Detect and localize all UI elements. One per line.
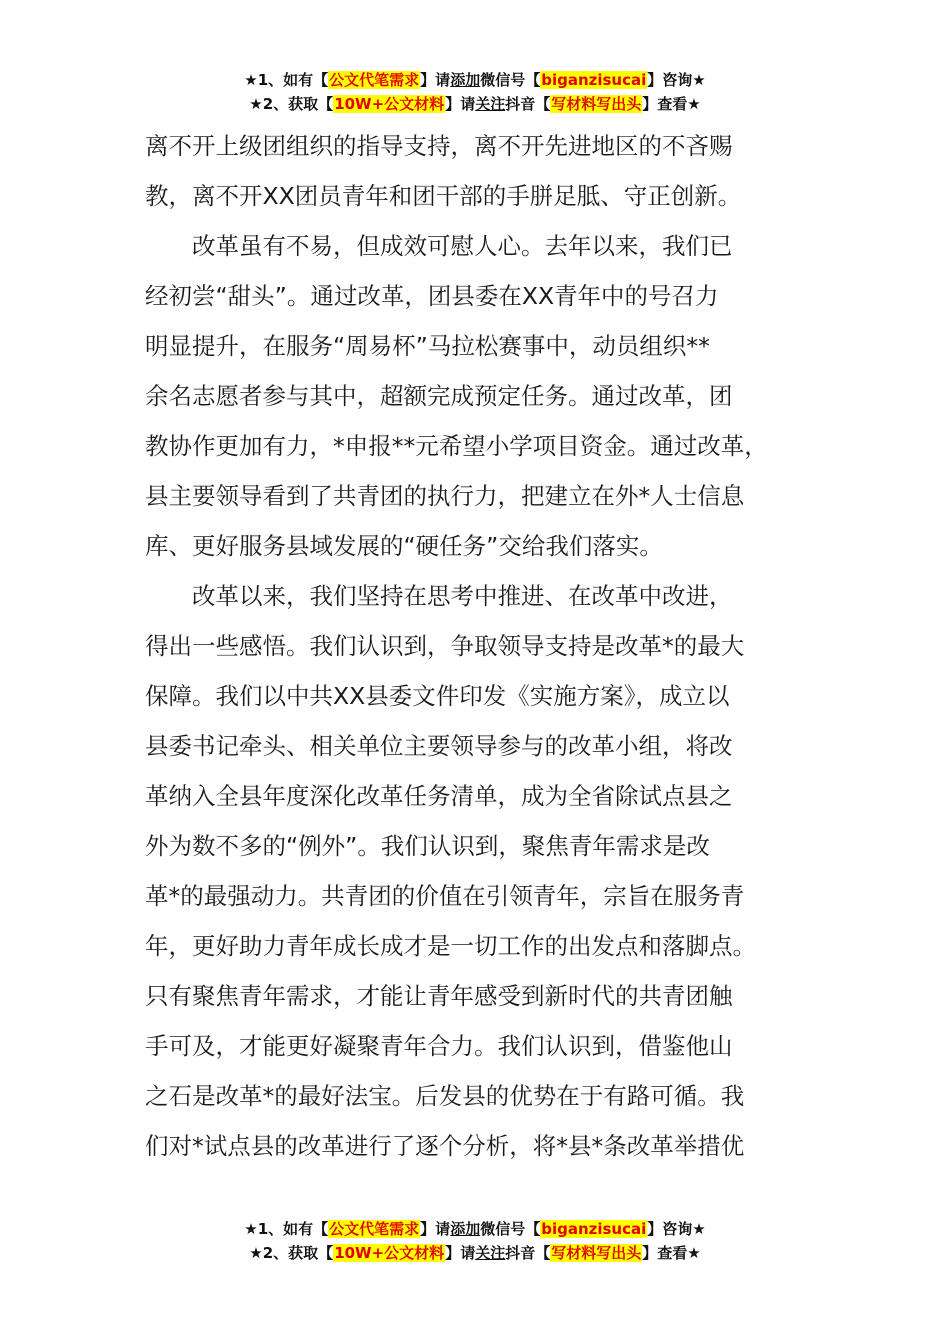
highlight-wechat-id: biganzisucai <box>541 71 647 89</box>
banner-text: 】请 <box>420 1220 451 1238</box>
banner-text: ★1、如有【 <box>244 71 329 89</box>
banner-text: 抖音【 <box>505 1244 551 1262</box>
body-line: 们对*试点县的改革进行了逐个分析，将*县*条改革举措优 <box>145 1132 745 1160</box>
highlight-wechat-id: biganzisucai <box>541 1220 647 1238</box>
banner-text: 微信号【 <box>480 71 541 89</box>
banner-text: 】请 <box>445 1244 476 1262</box>
body-line: 库、更好服务县域发展的“硬任务”交给我们落实。 <box>145 532 663 560</box>
body-line: 教，离不开XX团员青年和团干部的手胼足胝、守正创新。 <box>145 182 742 210</box>
body-line: 离不开上级团组织的指导支持，离不开先进地区的不吝赐 <box>145 132 733 160</box>
document-body <box>145 121 825 1171</box>
banner-text: 】请 <box>420 71 451 89</box>
body-line: 革*的最强动力。共青团的价值在引领青年，宗旨在服务青 <box>145 882 745 910</box>
body-line: 得出一些感悟。我们认识到，争取领导支持是改革*的最大 <box>145 632 745 660</box>
body-line: 余名志愿者参与其中，超额完成预定任务。通过改革，团 <box>145 382 733 410</box>
highlight-service: 公文代笔需求 <box>329 1220 420 1238</box>
body-line: 手可及，才能更好凝聚青年合力。我们认识到，借鉴他山 <box>145 1032 733 1060</box>
banner-text: ★1、如有【 <box>244 1220 329 1238</box>
body-line: 改革以来，我们坚持在思考中推进、在改革中改进， <box>145 582 733 610</box>
body-line: 经初尝“甜头”。通过改革，团县委在XX青年中的号召力 <box>145 282 719 310</box>
body-line: 之石是改革*的最好法宝。后发县的优势在于有路可循。我 <box>145 1082 745 1110</box>
banner-text: 抖音【 <box>505 95 551 113</box>
banner-text: 】咨询★ <box>647 1220 706 1238</box>
body-line: 只有聚焦青年需求，才能让青年感受到新时代的共青团触 <box>145 982 733 1010</box>
underlined-text: 关注 <box>475 1244 506 1262</box>
highlight-service: 公文代笔需求 <box>329 71 420 89</box>
banner-text: ★2、获取【 <box>249 1244 334 1262</box>
body-line: 年，更好助力青年成长成才是一切工作的出发点和落脚点。 <box>145 932 756 960</box>
body-line: 保障。我们以中共XX县委文件印发《实施方案》，成立以 <box>145 682 730 710</box>
banner-text: 】咨询★ <box>647 71 706 89</box>
highlight-douyin-account: 写材料写出头 <box>551 95 642 113</box>
body-line: 县委书记牵头、相关单位主要领导参与的改革小组，将改 <box>145 732 733 760</box>
body-line: 革纳入全县年度深化改革任务清单，成为全省除试点县之 <box>145 782 733 810</box>
highlight-materials: 10W+公文材料 <box>334 95 445 113</box>
underlined-text: 添加 <box>450 1220 481 1238</box>
banner-line-1 <box>0 1217 950 1241</box>
banner-text: 】请 <box>445 95 476 113</box>
body-line: 县主要领导看到了共青团的执行力，把建立在外*人士信息 <box>145 482 745 510</box>
banner-text: 】查看★ <box>642 1244 701 1262</box>
header-banner <box>0 68 950 116</box>
banner-line-2 <box>0 92 950 116</box>
body-line: 外为数不多的“例外”。我们认识到，聚焦青年需求是改 <box>145 832 710 860</box>
body-line: 明显提升，在服务“周易杯”马拉松赛事中，动员组织** <box>145 332 710 360</box>
underlined-text: 关注 <box>475 95 506 113</box>
underlined-text: 添加 <box>450 71 481 89</box>
body-line: 教协作更加有力，*申报**元希望小学项目资金。通过改革， <box>145 432 768 460</box>
banner-line-2 <box>0 1241 950 1265</box>
banner-text: 微信号【 <box>480 1220 541 1238</box>
body-line: 改革虽有不易，但成效可慰人心。去年以来，我们已 <box>145 232 733 260</box>
highlight-douyin-account: 写材料写出头 <box>551 1244 642 1262</box>
footer-banner <box>0 1217 950 1265</box>
banner-text: 】查看★ <box>642 95 701 113</box>
banner-line-1 <box>0 68 950 92</box>
highlight-materials: 10W+公文材料 <box>334 1244 445 1262</box>
banner-text: ★2、获取【 <box>249 95 334 113</box>
